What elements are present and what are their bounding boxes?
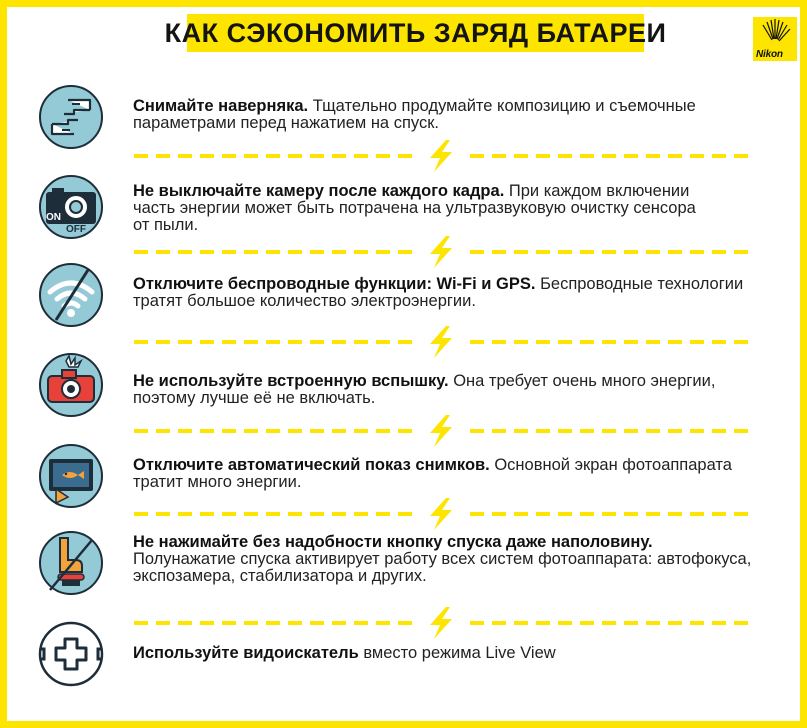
tip-text	[133, 276, 783, 310]
tip-heading: Не выключайте камеру после каждого кадра.	[133, 182, 505, 200]
separator	[0, 496, 807, 532]
on-label: ON	[46, 212, 61, 223]
tip-body: Полунажатие спуска активирует работу всех систем фотоаппарата: автофокуса,	[133, 550, 752, 568]
lightning-icon	[430, 607, 452, 639]
tip-body: вместо режима Live View	[363, 644, 556, 662]
tip-text	[133, 534, 783, 585]
tip-heading: Снимайте наверняка.	[133, 97, 309, 115]
tip-body: параметрами перед нажатием на спуск.	[133, 114, 439, 132]
separator	[0, 138, 807, 174]
tip-body: от пыли.	[133, 216, 199, 234]
lightning-icon	[430, 415, 452, 447]
lightning-icon	[430, 498, 452, 530]
separator	[0, 413, 807, 449]
tip-body: тратят большое количество электроэнергии.	[133, 292, 476, 310]
separator	[0, 605, 807, 641]
brand-logo	[753, 17, 797, 61]
brand-name: Nikon	[756, 49, 783, 60]
off-label: OFF	[66, 224, 86, 235]
tip-text	[133, 457, 783, 491]
tip-text	[133, 373, 783, 407]
tip-text	[133, 645, 783, 662]
tip-heading: Отключите беспроводные функции: Wi-Fi и GPS.	[133, 275, 536, 293]
shutter-press-off-icon	[38, 530, 104, 596]
tip-body: тратит много энергии.	[133, 473, 302, 491]
tip-body: Тщательно продумайте композицию и съемочные	[312, 97, 696, 115]
tip-heading: Отключите автоматический показ снимков.	[133, 456, 490, 474]
tip-body: часть энергии может быть потрачена на ультразвуковую очистку сенсора	[133, 199, 696, 217]
tip-body: поэтому лучше её не включать.	[133, 389, 376, 407]
camera-flash-icon	[38, 352, 104, 418]
page-title: КАК СЭКОНОМИТЬ ЗАРЯД БАТАРЕИ	[164, 17, 667, 48]
wifi-off-icon	[38, 262, 104, 328]
title-banner	[164, 14, 667, 52]
tip-body: Она требует очень много энергии,	[453, 372, 716, 390]
tip-text	[133, 98, 783, 132]
lightning-icon	[430, 326, 452, 358]
viewfinder-icon	[38, 621, 104, 687]
tip-body: экспозамера, стабилизатора и других.	[133, 567, 427, 585]
tip-text	[133, 183, 783, 234]
separator	[0, 234, 807, 270]
tip-heading: Используйте видоискатель	[133, 644, 359, 662]
tip-body: Беспроводные технологии	[540, 275, 744, 293]
tip-body: При каждом включении	[508, 182, 690, 200]
tip-heading: Не нажимайте без надобности кнопку спуска даже наполовину.	[133, 533, 653, 551]
tip-heading: Не используйте встроенную вспышку.	[133, 372, 449, 390]
tip-body: Основной экран фотоаппарата	[494, 456, 732, 474]
separator	[0, 324, 807, 360]
lightning-icon	[430, 140, 452, 172]
lightning-icon	[430, 236, 452, 268]
camera-on-off-icon	[38, 174, 104, 240]
